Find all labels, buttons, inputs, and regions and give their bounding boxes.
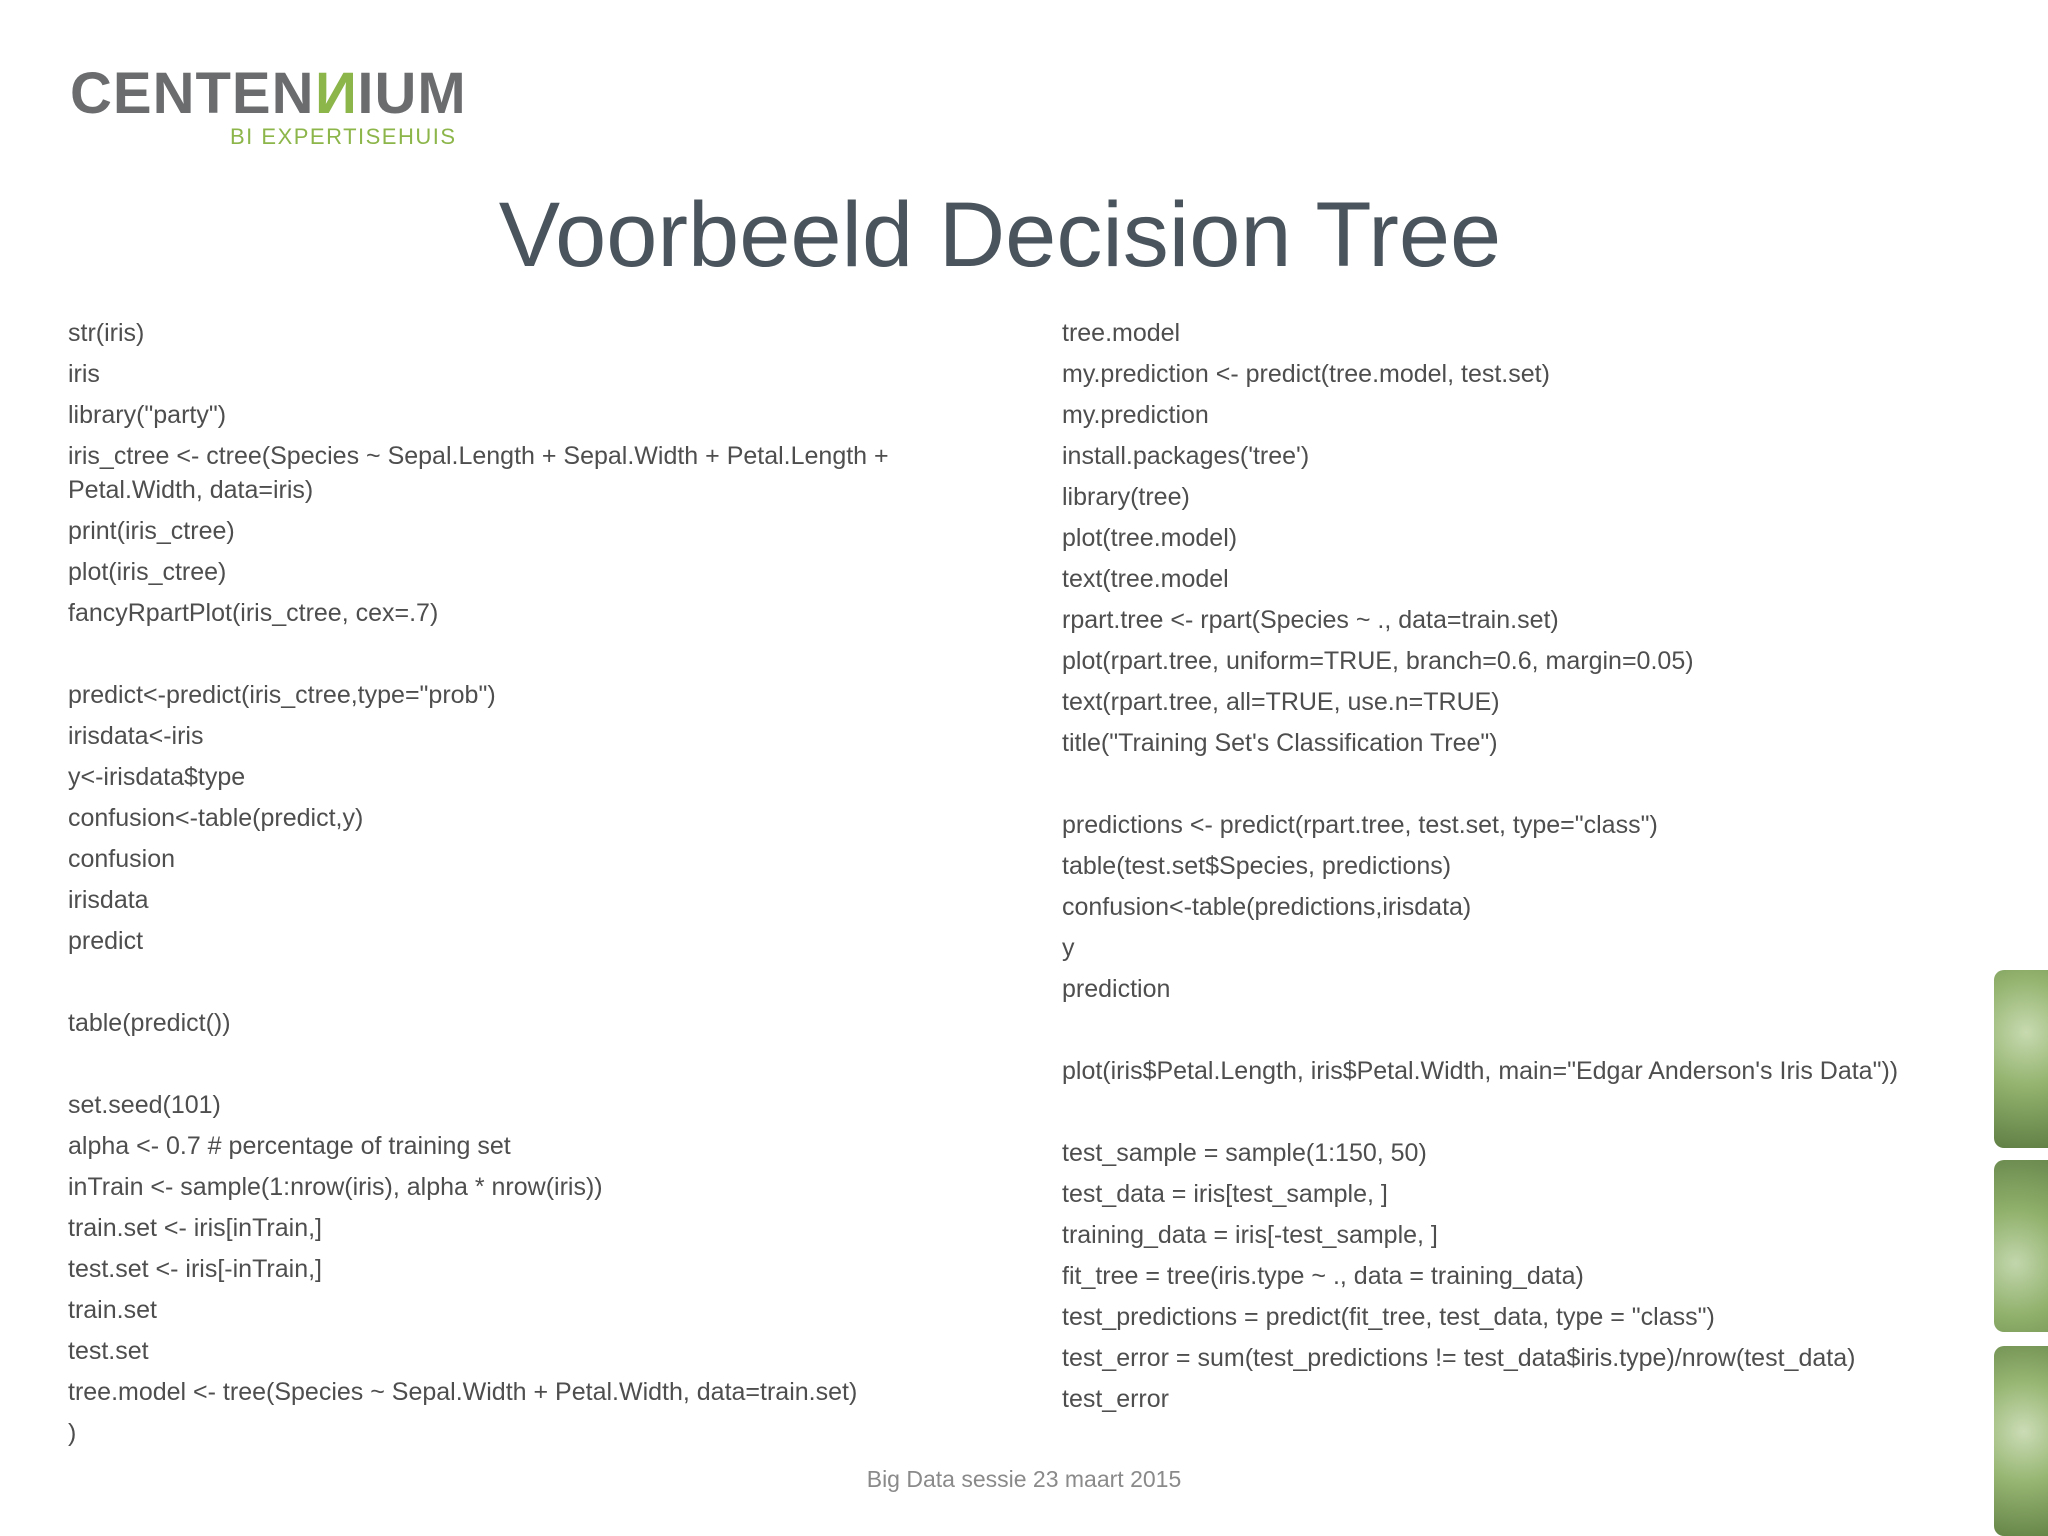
code-line: library("party") — [68, 401, 227, 429]
code-line: set.seed(101) — [68, 1091, 221, 1119]
code-line: plot(rpart.tree, uniform=TRUE, branch=0.6, margin=0.05) — [1062, 647, 1694, 675]
slide-title: Voorbeeld Decision Tree — [498, 184, 1502, 286]
code-line — [68, 965, 968, 999]
code-line: tree.model <- tree(Species ~ Sepal.Width + Petal.Width, data=train.set) — [68, 1378, 858, 1406]
code-line: irisdata — [68, 886, 149, 914]
code-line: test_predictions = predict(fit_tree, test_data, type = "class") — [1062, 1303, 1715, 1331]
code-line: test_error = sum(test_predictions != test_data$iris.type)/nrow(test_data) — [1062, 1344, 1856, 1372]
code-line: confusion<-table(predict,y) — [68, 804, 364, 832]
code-line: train.set — [68, 1296, 157, 1324]
code-line: text(rpart.tree, all=TRUE, use.n=TRUE) — [1062, 688, 1500, 716]
decorative-leaf-image — [1994, 970, 2048, 1148]
code-line — [1062, 767, 1942, 801]
code-line: confusion<-table(predictions,irisdata) — [1062, 893, 1472, 921]
code-line: prediction — [1062, 975, 1171, 1003]
code-line: iris_ctree <- ctree(Species ~ Sepal.Length + Sepal.Width + Petal.Length + Petal.Width, data=iris) — [68, 442, 889, 504]
decorative-leaf-image — [1994, 1160, 2048, 1332]
code-line: iris — [68, 360, 100, 388]
code-line: y<-irisdata$type — [68, 763, 246, 791]
code-line: test.set — [68, 1337, 149, 1365]
code-line: test_error — [1062, 1385, 1169, 1413]
code-line: title("Training Set's Classification Tree") — [1062, 729, 1498, 757]
decorative-leaf-image — [1994, 1346, 2048, 1536]
logo-subtitle: BI EXPERTISEHUIS — [230, 124, 457, 149]
code-line — [68, 637, 968, 671]
code-line: plot(tree.model) — [1062, 524, 1238, 552]
logo-wordmark — [70, 62, 467, 126]
logo-text-after: IUM — [357, 61, 467, 126]
code-line: irisdata<-iris — [68, 722, 204, 750]
code-column-right — [1062, 316, 1942, 1423]
code-line — [68, 1047, 968, 1081]
code-line: predict — [68, 927, 144, 955]
code-line — [1062, 1013, 1942, 1047]
code-line: text(tree.model — [1062, 565, 1229, 593]
code-line: predictions <- predict(rpart.tree, test.set, type="class") — [1062, 811, 1658, 839]
code-line: table(test.set$Species, predictions) — [1062, 852, 1452, 880]
code-line: library(tree) — [1062, 483, 1190, 511]
code-line: str(iris) — [68, 319, 145, 347]
code-line: my.prediction <- predict(tree.model, test.set) — [1062, 360, 1550, 388]
code-line — [1062, 1095, 1942, 1129]
code-line: plot(iris$Petal.Length, iris$Petal.Width, main="Edgar Anderson's Iris Data")) — [1062, 1057, 1899, 1085]
code-line: print(iris_ctree) — [68, 517, 235, 545]
code-line: install.packages('tree') — [1062, 442, 1310, 470]
code-line: predict<-predict(iris_ctree,type="prob") — [68, 681, 496, 709]
logo-text-before: CENTEN — [70, 61, 315, 126]
code-line: my.prediction — [1062, 401, 1209, 429]
code-line: rpart.tree <- rpart(Species ~ ., data=train.set) — [1062, 606, 1559, 634]
code-line: test_data = iris[test_sample, ] — [1062, 1180, 1388, 1208]
code-line: y — [1062, 934, 1075, 962]
code-column-left — [68, 316, 968, 1457]
code-line: plot(iris_ctree) — [68, 558, 227, 586]
code-line: table(predict()) — [68, 1009, 231, 1037]
code-line: training_data = iris[-test_sample, ] — [1062, 1221, 1438, 1249]
code-line: confusion — [68, 845, 176, 873]
code-line: tree.model — [1062, 319, 1181, 347]
slide-footer: Big Data sessie 23 maart 2015 — [866, 1466, 1182, 1492]
code-line: test.set <- iris[-inTrain,] — [68, 1255, 322, 1283]
code-line: fit_tree = tree(iris.type ~ ., data = training_data) — [1062, 1262, 1584, 1290]
code-line: ) — [68, 1419, 77, 1447]
code-line: fancyRpartPlot(iris_ctree, cex=.7) — [68, 599, 439, 627]
code-line: train.set <- iris[inTrain,] — [68, 1214, 323, 1242]
code-line: alpha <- 0.7 # percentage of training set — [68, 1132, 511, 1160]
centennium-logo — [70, 62, 470, 152]
code-line: inTrain <- sample(1:nrow(iris), alpha * nrow(iris)) — [68, 1173, 603, 1201]
logo-text-accent: N — [314, 61, 358, 126]
code-line: test_sample = sample(1:150, 50) — [1062, 1139, 1427, 1167]
